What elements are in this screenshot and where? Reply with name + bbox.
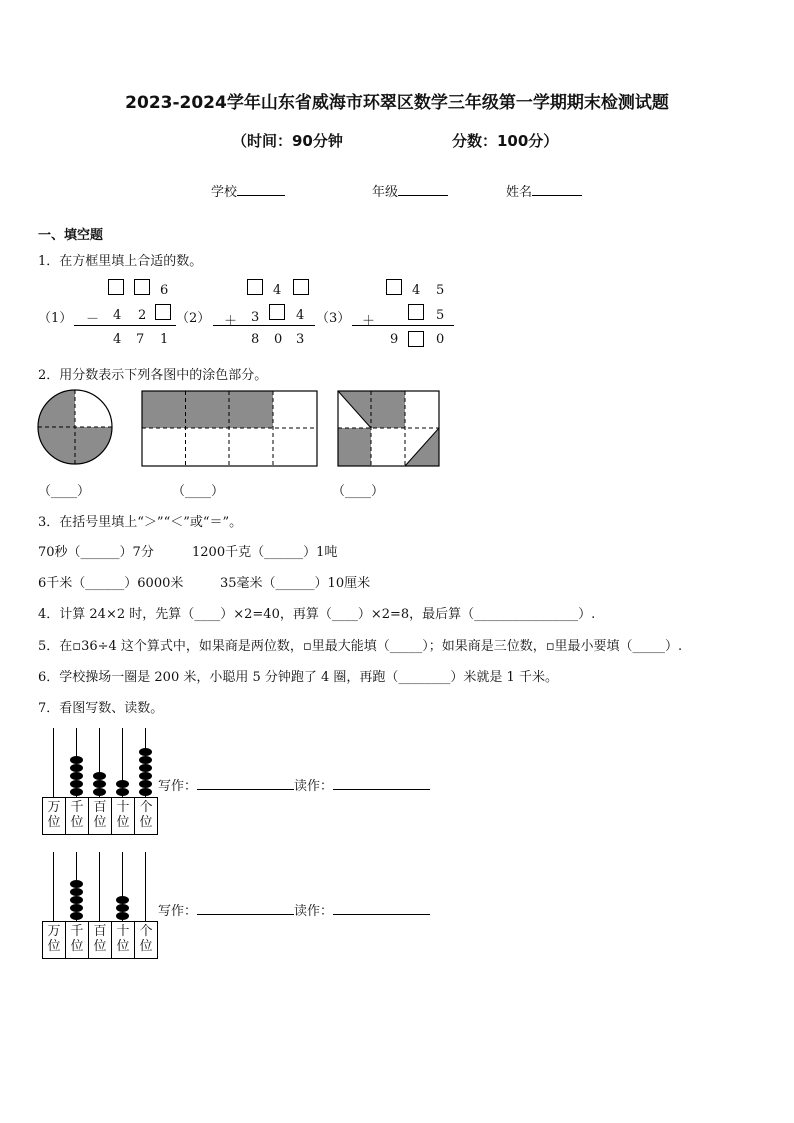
- abacus-rod: [145, 852, 146, 921]
- place-value-label: 十 位: [111, 921, 135, 959]
- score-label: 分数：100分）: [452, 132, 559, 150]
- place-value-label: 万 位: [42, 921, 66, 959]
- abacus-bead: [70, 756, 83, 764]
- abacus-bead: [70, 888, 83, 896]
- school-blank[interactable]: [237, 195, 285, 196]
- question-5[interactable]: 5．在▫36÷4 这个算式中，如果商是两位数，▫里最大能填（_____）；如果商是三位数，▫里最小要填（_____）.: [38, 639, 683, 654]
- compare-item[interactable]: 1200千克（______）1吨: [192, 545, 338, 560]
- place-value-label: 万 位: [42, 797, 66, 835]
- digit: 3: [251, 310, 260, 325]
- abacus-bead: [116, 912, 129, 920]
- digit: 7: [136, 332, 145, 347]
- calc-2-label: （2）: [176, 311, 211, 326]
- question-7: 7．看图写数、读数。: [38, 701, 164, 716]
- read-blank[interactable]: [333, 789, 430, 790]
- digit: 9: [390, 332, 399, 347]
- read-label: 读作：: [294, 779, 334, 794]
- abacus-2-answer: [158, 900, 430, 919]
- digit: 4: [113, 308, 122, 323]
- digit: 3: [296, 332, 305, 347]
- abacus-rod: [99, 852, 100, 921]
- section-heading: 一、填空题: [38, 228, 104, 243]
- abacus-1-answer: [158, 775, 430, 794]
- answer-box[interactable]: [269, 304, 285, 320]
- abacus-rod: [53, 728, 54, 797]
- place-value-label: 千 位: [65, 921, 89, 959]
- abacus-bead: [139, 756, 152, 764]
- digit: 4: [273, 283, 282, 298]
- digit: 0: [274, 332, 283, 347]
- compare-item[interactable]: 70秒（______）7分: [38, 545, 154, 560]
- grade-label: 年级: [372, 185, 399, 200]
- digit: 8: [251, 332, 260, 347]
- digit: 4: [412, 283, 421, 298]
- compare-item[interactable]: 6千米（______）6000米: [38, 576, 184, 591]
- write-blank[interactable]: [197, 914, 294, 915]
- name-label: 姓名: [506, 185, 533, 200]
- answer-box[interactable]: [386, 279, 402, 295]
- answer-box[interactable]: [293, 279, 309, 295]
- place-value-label: 个 位: [134, 921, 158, 959]
- answer-box[interactable]: [155, 304, 171, 320]
- school-label: 学校: [211, 185, 238, 200]
- shaded-cell: [338, 428, 371, 466]
- answer-box[interactable]: [408, 331, 424, 347]
- abacus-bead: [116, 904, 129, 912]
- abacus-bead: [70, 772, 83, 780]
- answer-box[interactable]: [108, 279, 124, 295]
- abacus-bead: [139, 788, 152, 796]
- read-label: 读作：: [294, 904, 334, 919]
- write-label: 写作：: [158, 904, 198, 919]
- digit: 6: [160, 283, 169, 298]
- abacus-bead: [116, 896, 129, 904]
- abacus-bead: [70, 880, 83, 888]
- shaded-cell: [371, 391, 405, 428]
- question-4[interactable]: 4．计算 24×2 时，先算（____）×2=40，再算（____）×2=8，最后算（________________）.: [38, 607, 596, 622]
- grade-blank[interactable]: [398, 195, 448, 196]
- name-field: [506, 181, 582, 200]
- calc-3-label: （3）: [316, 311, 351, 326]
- answer-blank-2[interactable]: （____）: [172, 484, 225, 499]
- abacus-bead: [70, 904, 83, 912]
- answer-blank-3[interactable]: （____）: [332, 484, 385, 499]
- abacus-rod: [53, 852, 54, 921]
- digit: 2: [138, 308, 147, 323]
- question-6[interactable]: 6．学校操场一圈是 200 米，小聪用 5 分钟跑了 4 圈，再跑（________）米就是 1 千米。: [38, 670, 558, 685]
- abacus-bead: [93, 780, 106, 788]
- abacus-bead: [139, 780, 152, 788]
- abacus-bead: [93, 788, 106, 796]
- abacus-1: [42, 728, 158, 838]
- plus-sign: ＋: [362, 314, 376, 329]
- place-value-label: 十 位: [111, 797, 135, 835]
- calc-1-label: （1）: [38, 311, 73, 326]
- name-blank[interactable]: [532, 195, 582, 196]
- rect-shaded-part: [142, 391, 273, 428]
- fraction-circle: [36, 388, 116, 468]
- plus-sign: ＋: [224, 314, 238, 329]
- digit: 0: [436, 332, 445, 347]
- abacus-2: [42, 852, 158, 962]
- question-2: 2．用分数表示下列各图中的涂色部分。: [38, 368, 268, 383]
- abacus-bead: [139, 748, 152, 756]
- question-1: 1．在方框里填上合适的数。: [38, 254, 203, 269]
- abacus-bead: [70, 764, 83, 772]
- digit: 4: [113, 332, 122, 347]
- calc-line: [213, 325, 315, 326]
- write-blank[interactable]: [197, 789, 294, 790]
- place-value-label: 百 位: [88, 921, 112, 959]
- abacus-bead: [70, 896, 83, 904]
- compare-item[interactable]: 35毫米（______）10厘米: [220, 576, 371, 591]
- school-field: [211, 181, 285, 200]
- abacus-bead: [116, 780, 129, 788]
- answer-box[interactable]: [247, 279, 263, 295]
- abacus-bead: [93, 772, 106, 780]
- place-value-label: 百 位: [88, 797, 112, 835]
- digit: 1: [160, 332, 169, 347]
- answer-box[interactable]: [134, 279, 150, 295]
- write-label: 写作：: [158, 779, 198, 794]
- place-value-label: 个 位: [134, 797, 158, 835]
- abacus-bead: [70, 912, 83, 920]
- fraction-square-shape: [337, 390, 441, 468]
- abacus-bead: [139, 772, 152, 780]
- minus-sign: －: [86, 312, 100, 327]
- answer-blank-1[interactable]: （____）: [38, 484, 91, 499]
- question-3: 3．在括号里填上“＞”“＜”或“＝”。: [38, 515, 243, 530]
- time-label: （时间：90分钟: [232, 132, 343, 150]
- digit: 4: [296, 308, 305, 323]
- digit: 5: [436, 283, 445, 298]
- abacus-bead: [70, 788, 83, 796]
- abacus-bead: [116, 788, 129, 796]
- digit: 5: [436, 308, 445, 323]
- abacus-bead: [139, 764, 152, 772]
- place-value-label: 千 位: [65, 797, 89, 835]
- page-title: 2023-2024学年山东省威海市环翠区数学三年级第一学期期末检测试题: [125, 93, 669, 113]
- calc-line: [352, 325, 454, 326]
- read-blank[interactable]: [333, 914, 430, 915]
- calc-line: [74, 325, 176, 326]
- answer-box[interactable]: [408, 304, 424, 320]
- grade-field: [372, 181, 448, 200]
- fraction-rectangle: [141, 390, 319, 468]
- abacus-bead: [70, 780, 83, 788]
